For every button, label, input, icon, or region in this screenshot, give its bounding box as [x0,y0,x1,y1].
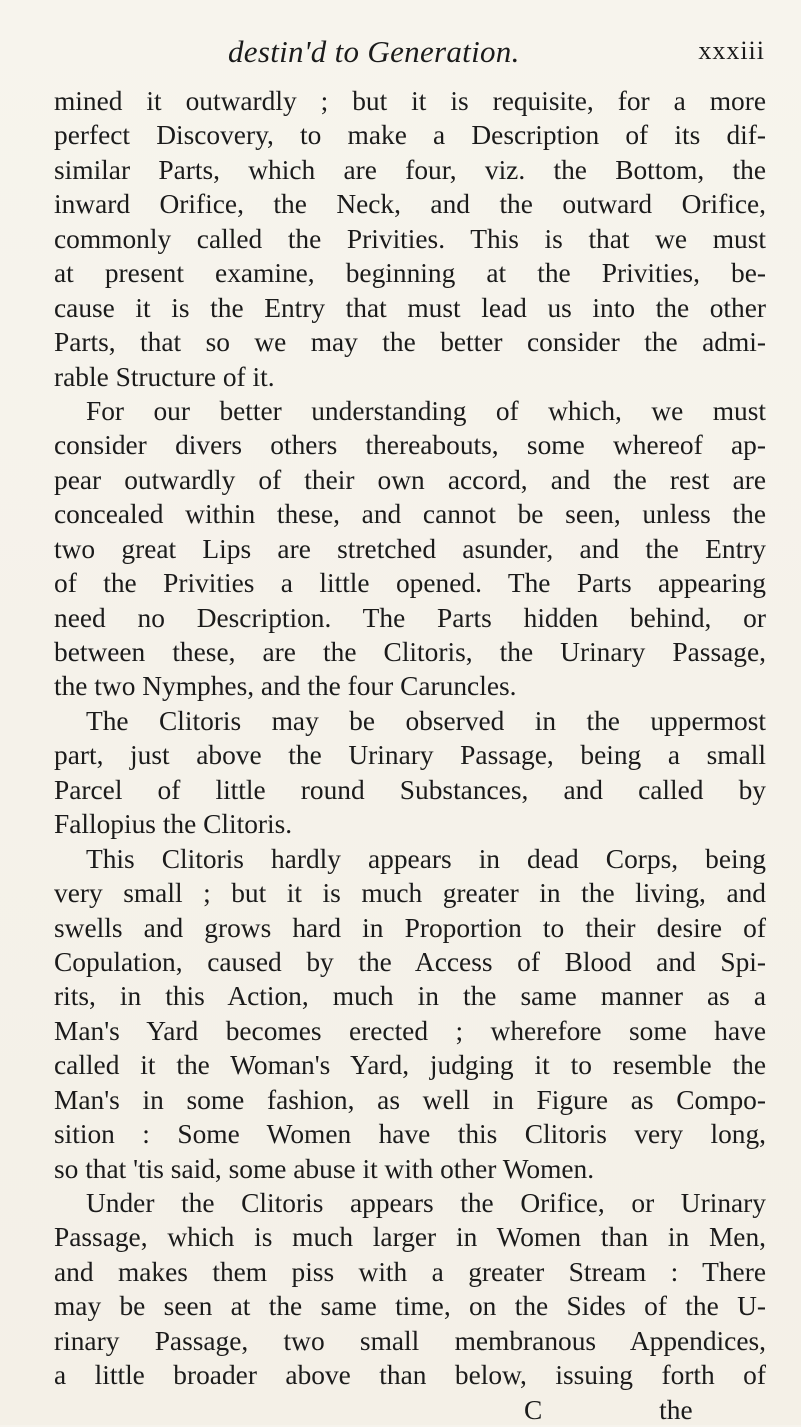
text-line: The Clitoris may be observed in the uppermost [86,705,766,736]
text-line: perfect Discovery, to make a Description of its dif- [54,120,766,151]
running-title: destin'd to Generation. [228,34,520,69]
page-number: xxxiii [698,36,765,65]
signature-line [54,1393,766,1427]
text-line: Copulation, caused by the Access of Blood and Spi- [54,946,766,977]
text-line: Man's Yard becomes erected ; wherefore some have [54,1015,766,1046]
text-line: rable Structure of it. [54,361,275,392]
body-text [54,84,766,1427]
text-line: Under the Clitoris appears the Orifice, or Urinary [86,1188,766,1218]
text-line: of the Privities a little opened. The Parts appearing [54,568,766,599]
text-line: Fallopius the Clitoris. [54,809,293,840]
text-line: similar Parts, which are four, viz. the Bottom, the [54,154,766,185]
text-line: concealed within these, and cannot be seen, unless the [54,499,766,530]
text-line: may be seen at the same time, on the Sides of the U- [54,1291,766,1322]
text-line: swells and grows hard in Proportion to their desire of [54,912,766,943]
text-line: part, just above the Urinary Passage, being a small [54,740,766,771]
text-line: rits, in this Action, much in the same manner as a [54,981,766,1012]
text-line: Man's in some fashion, as well in Figure as Compo- [54,1084,766,1115]
text-line: pear outwardly of their own accord, and the rest are [54,464,766,495]
text-line: need no Description. The Parts hidden behind, or [54,602,766,633]
text-line: Parts, that so we may the better consider the admi- [54,327,766,358]
text-line: at present examine, beginning at the Privities, be- [54,258,766,289]
catchword: the [659,1394,693,1425]
text-line: For our better understanding of which, we must [86,395,766,426]
text-line: cause it is the Entry that must lead us into the other [54,292,766,323]
text-line: very small ; but it is much greater in the living, and [54,878,766,909]
text-line: Parcel of little round Substances, and called by [54,774,766,805]
text-line: the two Nymphes, and the four Caruncles. [54,671,517,702]
text-line: rinary Passage, two small membranous Appendices, [54,1325,766,1356]
signature-mark: C [524,1394,543,1425]
text-line: two great Lips are stretched asunder, and the Entry [54,533,766,564]
text-line: mined it outwardly ; but it is requisite, for a more [54,86,766,116]
text-line: inward Orifice, the Neck, and the outward Orifice, [54,189,766,220]
page-header [0,22,801,78]
text-line: commonly called the Privities. This is that we must [54,223,766,254]
text-line: so that 'tis said, some abuse it with other Women. [54,1153,595,1184]
text-line: Passage, which is much larger in Women than in Men, [54,1222,766,1253]
text-line: and makes them piss with a greater Stream : There [54,1256,766,1287]
text-line: a little broader above than below, issuing forth of [54,1360,766,1391]
text-line: sition : Some Women have this Clitoris very long, [54,1119,766,1150]
text-line: between these, are the Clitoris, the Urinary Passage, [54,637,766,667]
text-line: consider divers others thereabouts, some whereof ap- [54,430,766,461]
text-line: This Clitoris hardly appears in dead Corps, being [86,843,766,874]
text-line: called it the Woman's Yard, judging it to resemble the [54,1050,766,1081]
